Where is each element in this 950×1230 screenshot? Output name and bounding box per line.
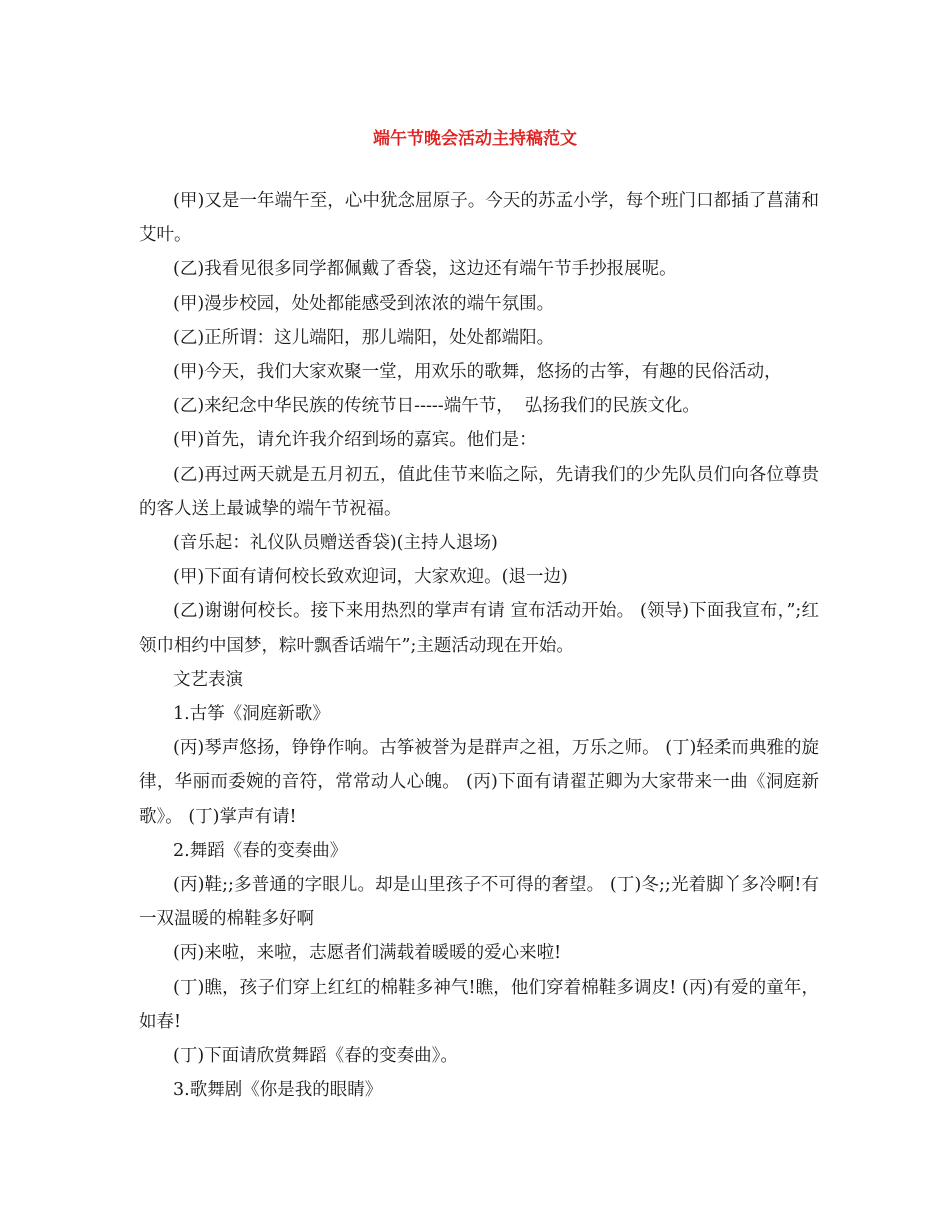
paragraph: (丁)瞧，孩子们穿上红红的棉鞋多神气!瞧，他们穿着棉鞋多调皮! (丙)有爱的童年，如春! [139, 977, 819, 1032]
paragraph: (音乐起：礼仪队员赠送香袋)(主持人退场) [173, 533, 498, 554]
paragraph: (乙)正所谓：这儿端阳，那儿端阳，处处都端阳。 [173, 327, 555, 348]
program-item-heading: 3.歌舞剧《你是我的眼睛》 [173, 1080, 383, 1101]
paragraph: (乙)我看见很多同学都佩戴了香袋，这边还有端午节手抄报展呢。 [173, 259, 677, 280]
program-item-heading: 2.舞蹈《春的变奏曲》 [173, 840, 348, 861]
paragraph: (丙)来啦，来啦，志愿者们满载着暖暖的爱心来啦! [173, 943, 562, 964]
paragraph: (甲)下面有请何校长致欢迎词，大家欢迎。(退一边) [173, 567, 568, 588]
section-heading: 文艺表演 [173, 669, 243, 690]
paragraph: (乙)谢谢何校长。接下来用热烈的掌声有请 宣布活动开始。 (领导)下面我宣布，”;红领巾相约中国梦，粽叶飘香话端午”;主题活动现在开始。 [139, 601, 819, 656]
document-title: 端午节晚会活动主持稿范文 [373, 129, 577, 149]
paragraph: (丙)鞋;;多普通的字眼儿。却是山里孩子不可得的奢望。 (丁)冬;;光着脚丫多冷啊!有一双温暖的棉鞋多好啊 [139, 875, 819, 930]
paragraph: (甲)首先，请允许我介绍到场的嘉宾。他们是： [173, 430, 537, 451]
paragraph: (丙)琴声悠扬，铮铮作响。古筝被誉为是群声之祖，万乐之师。 (丁)轻柔而典雅的旋律，华丽而委婉的音符，常常动人心魄。 (丙)下面有请翟芷卿为大家带来一曲《洞庭新歌》。 (丁)掌声有请! [139, 738, 819, 827]
paragraph: (乙)来纪念中华民族的传统节日-----端午节， 弘扬我们的民族文化。 [173, 396, 700, 417]
paragraph: (乙)再过两天就是五月初五，值此佳节来临之际，先请我们的少先队员们向各位尊贵的客人送上最诚挚的端午节祝福。 [139, 464, 819, 519]
paragraph: (甲)今天，我们大家欢聚一堂，用欢乐的歌舞，悠扬的古筝，有趣的民俗活动， [173, 362, 782, 383]
document-body [139, 184, 819, 1107]
paragraph: (甲)又是一年端午至，心中犹念屈原子。今天的苏孟小学，每个班门口都插了菖蒲和艾叶。 [139, 191, 819, 246]
paragraph: (丁)下面请欣赏舞蹈《春的变奏曲》。 [173, 1046, 458, 1067]
program-item-heading: 1.古筝《洞庭新歌》 [173, 704, 330, 725]
paragraph: (甲)漫步校园，处处都能感受到浓浓的端午氛围。 [173, 293, 555, 314]
